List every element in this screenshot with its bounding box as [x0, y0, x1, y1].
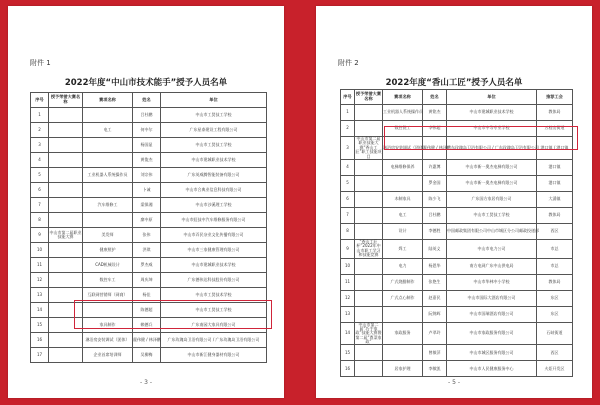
- table-cell: 陈德超: [133, 303, 161, 318]
- column-header: 姓名: [423, 90, 447, 105]
- table-cell: 10: [31, 243, 49, 258]
- table-row: [341, 322, 573, 345]
- table-cell: 7: [341, 207, 355, 223]
- table-row: [31, 108, 267, 123]
- table-cell: [83, 153, 133, 168]
- table-cell: 中山市三家健康管理有限公司: [161, 243, 267, 258]
- table-cell: [83, 138, 133, 153]
- table-row: [31, 348, 267, 363]
- table-row: [31, 228, 267, 243]
- table-row: [341, 258, 573, 274]
- table-cell: 4: [341, 159, 355, 175]
- table-cell: 广东星泰建设工程有限公司: [161, 123, 267, 138]
- table-cell: 中山市新一奥杰电梯有限公司: [447, 175, 537, 191]
- table-cell: 霍伟健 / 林泽鹏: [133, 333, 161, 348]
- table-row: [31, 333, 267, 348]
- table-cell: 教体局: [537, 274, 573, 290]
- table-cell: 14: [31, 303, 49, 318]
- table-row: [341, 191, 573, 207]
- table-cell: 广东玫瑰岛卫浴有限公司 / 广东玫瑰岛卫浴有限公司: [161, 333, 267, 348]
- table-cell: [355, 274, 383, 290]
- attachment-label: 附件 2: [338, 59, 359, 67]
- table-cell: 数控铣工: [383, 121, 423, 137]
- table-cell: 工业机器人系统操作员: [83, 168, 133, 183]
- table-cell: 中山市城区服务有限公司: [447, 345, 537, 361]
- table-cell: 10: [341, 258, 355, 274]
- table-cell: 中山市第二届“巧手家政”技能大赛暨第二届“粤菜家政”: [355, 321, 382, 345]
- table-cell: 3: [31, 138, 49, 153]
- table-cell: [355, 207, 383, 223]
- column-header: 序号: [341, 90, 355, 105]
- table-cell: 中山市新江健身器材有限公司: [161, 348, 267, 363]
- table-cell: 淋浴房安装调试（团体）: [383, 137, 423, 160]
- table-cell: 黄铭杰: [423, 105, 447, 121]
- table-cell: [355, 290, 383, 306]
- table-cell: 曾敏萍: [423, 345, 447, 361]
- table-cell: [49, 333, 83, 348]
- table-row: [31, 183, 267, 198]
- table-cell: “香山工匠杯”2022年中山市职工学习和技能竞赛: [356, 238, 381, 258]
- table-cell: [355, 159, 383, 175]
- table-cell: 市总: [537, 258, 573, 274]
- table-cell: [49, 273, 83, 288]
- table-cell: 广东英威腾智能装备有限公司: [161, 168, 267, 183]
- table-cell: 11: [341, 274, 355, 290]
- table-cell: [49, 153, 83, 168]
- table-cell: 杨恩华: [423, 258, 447, 274]
- awardee-table: [340, 89, 573, 377]
- table-cell: 西区: [537, 223, 573, 239]
- table-row: [341, 345, 573, 361]
- table-row: [341, 207, 573, 223]
- table-cell: [355, 258, 383, 274]
- table-cell: 6: [341, 191, 355, 207]
- column-header: 姓名: [133, 93, 161, 108]
- table-row: [341, 239, 573, 258]
- table-cell: 电力: [383, 258, 423, 274]
- table-cell: [49, 138, 83, 153]
- table-cell: 15: [31, 318, 49, 333]
- table-cell: 中山市电力公司: [447, 239, 537, 258]
- table-cell: 中山市第二届职业技能大赛: [49, 228, 83, 243]
- table-cell: 中山市建城职业技术学校: [161, 153, 267, 168]
- table-cell: 12: [341, 290, 355, 306]
- table-row: [31, 273, 267, 288]
- table-cell: [83, 183, 133, 198]
- table-cell: 中山市建城职业技术学校: [447, 105, 537, 121]
- table-cell: 卜诚: [133, 183, 161, 198]
- table-cell: 罗金国: [423, 175, 447, 191]
- table-cell: [83, 108, 133, 123]
- table-cell: 中山市工贸技工学校: [447, 207, 537, 223]
- table-cell: 中山市弄民杂业文化传播有限公司: [161, 228, 267, 243]
- table-row: [31, 243, 267, 258]
- column-header: 赛项名称: [383, 90, 423, 105]
- table-cell: 家政服务: [383, 322, 423, 345]
- table-cell: 何中尔: [133, 123, 161, 138]
- table-cell: 杨佳: [133, 288, 161, 303]
- table-cell: 电梯维修保养: [383, 159, 423, 175]
- table-row: [31, 258, 267, 273]
- table-cell: 汽车维修工: [83, 198, 133, 213]
- table-cell: 赖德兵: [133, 318, 161, 333]
- table-cell: [49, 318, 83, 333]
- table-cell: 16: [31, 333, 49, 348]
- table-cell: 霍伟健 / 林泽鹏: [423, 137, 447, 160]
- table-cell: [355, 175, 383, 191]
- table-cell: 7: [31, 198, 49, 213]
- table-cell: 五桂山街道: [537, 121, 573, 137]
- table-cell: [49, 303, 83, 318]
- table-cell: 13: [31, 288, 49, 303]
- page-number: - 3 -: [140, 379, 152, 386]
- table-cell: [383, 306, 423, 322]
- table-cell: 2: [341, 121, 355, 137]
- table-cell: 陈少飞: [423, 191, 447, 207]
- table-cell: 5: [341, 175, 355, 191]
- column-header: 单位: [447, 90, 537, 105]
- table-cell: 李伟超: [423, 121, 447, 137]
- document-page-2: [316, 6, 592, 398]
- table-row: [341, 121, 573, 137]
- table-row: [31, 153, 267, 168]
- table-cell: 木制家具: [383, 191, 423, 207]
- table-cell: [49, 213, 83, 228]
- table-cell: [83, 213, 133, 228]
- table-cell: 互联网营销师（网商）: [83, 288, 133, 303]
- table-cell: 赵嘉民: [423, 290, 447, 306]
- table-cell: 广东玫瑰岛卫浴有限公司 / 广东玫瑰岛卫浴有限公司: [447, 137, 537, 160]
- table-cell: 16: [341, 361, 355, 377]
- table-row: [341, 223, 573, 239]
- table-cell: 焊工: [383, 239, 423, 258]
- table-cell: 港口镇: [537, 175, 573, 191]
- table-cell: 罗杰威: [133, 258, 161, 273]
- table-cell: 中山市新一奥杰电梯有限公司: [447, 159, 537, 175]
- table-cell: [49, 183, 83, 198]
- table-cell: 中山市工贸技工学校: [161, 138, 267, 153]
- table-cell: [83, 303, 133, 318]
- table-cell: 市总: [537, 239, 573, 258]
- table-cell: 健康照护: [83, 243, 133, 258]
- table-cell: 中山市工贸技工学校: [161, 108, 267, 123]
- table-cell: 港口镇 / 港口镇: [537, 137, 573, 160]
- table-cell: 教体局: [537, 207, 573, 223]
- table-row: [341, 274, 573, 290]
- table-cell: 中山市沙溪理工学校: [161, 198, 267, 213]
- table-cell: 数控车工: [83, 273, 133, 288]
- table-cell: 15: [341, 345, 355, 361]
- table-cell: 9: [341, 239, 355, 258]
- table-cell: [355, 345, 383, 361]
- table-cell: 5: [31, 168, 49, 183]
- table-cell: 火炬开发区: [537, 361, 573, 377]
- table-cell: 17: [31, 348, 49, 363]
- table-cell: 阮锦辉: [423, 306, 447, 322]
- table-cell: 港口镇: [537, 159, 573, 175]
- table-cell: [383, 345, 423, 361]
- table-cell: 13: [341, 306, 355, 322]
- table-cell: 中山市第二届职业技能大赛“香山工匠”职工技能项目: [355, 136, 382, 159]
- table-cell: 大涌镇: [537, 191, 573, 207]
- table-cell: 企业首席培训师: [83, 348, 133, 363]
- table-cell: 中山市工贸技工学校: [161, 303, 267, 318]
- table-cell: 中山市国瑞酒店有限公司: [447, 306, 537, 322]
- table-cell: 2: [31, 123, 49, 138]
- column-header: 授予荣誉大赛名称: [355, 90, 383, 105]
- table-cell: 西区: [537, 345, 573, 361]
- table-cell: [355, 223, 383, 239]
- table-cell: [49, 123, 83, 138]
- table-cell: 广东南园大家具有限公司: [161, 318, 267, 333]
- table-cell: 陆英义: [423, 239, 447, 258]
- table-cell: 刘宗伟: [133, 168, 161, 183]
- table-cell: 12: [31, 273, 49, 288]
- table-row: [31, 318, 267, 333]
- table-cell: 广式点心制作: [383, 290, 423, 306]
- table-cell: 工业机器人系统操作员: [383, 105, 423, 121]
- table-cell: 吴柳梅: [133, 348, 161, 363]
- column-header: 授予荣誉大赛名称: [49, 93, 83, 108]
- table-cell: 梁保湘: [133, 198, 161, 213]
- table-cell: 8: [31, 213, 49, 228]
- table-row: [31, 168, 267, 183]
- table-cell: 1: [341, 105, 355, 121]
- table-row: [31, 138, 267, 153]
- table-cell: [49, 168, 83, 183]
- table-row: [341, 105, 573, 121]
- table-cell: 廖中原: [133, 213, 161, 228]
- table-cell: 中山市家政服务有限公司: [447, 322, 537, 345]
- table-row: [341, 159, 573, 175]
- awardee-table: [30, 92, 267, 363]
- table-cell: 张艳生: [423, 274, 447, 290]
- table-cell: [355, 121, 383, 137]
- attachment-label: 附件 1: [30, 59, 51, 67]
- table-cell: 石岐街道: [537, 322, 573, 345]
- table-cell: 8: [341, 223, 355, 239]
- table-cell: [355, 191, 383, 207]
- table-cell: CAD机械设计: [83, 258, 133, 273]
- table-cell: 中山市国际大酒店有限公司: [447, 290, 537, 306]
- table-row: [31, 288, 267, 303]
- column-header: 序号: [31, 93, 49, 108]
- table-cell: [355, 306, 383, 322]
- table-cell: 张伟: [133, 228, 161, 243]
- table-row: [31, 198, 267, 213]
- table-cell: 东区: [537, 306, 573, 322]
- table-cell: 4: [31, 153, 49, 168]
- table-cell: 中山市中等专业学校: [447, 121, 537, 137]
- table-header-row: [31, 93, 267, 108]
- table-cell: [49, 258, 83, 273]
- table-cell: 周庆坤: [133, 273, 161, 288]
- table-cell: 中山市人民健康服务中心: [447, 361, 537, 377]
- table-cell: 吕杜鹏: [133, 108, 161, 123]
- table-row: [341, 361, 573, 377]
- table-cell: 广式烧腊制作: [383, 274, 423, 290]
- table-cell: 11: [31, 258, 49, 273]
- table-cell: 美发师: [83, 228, 133, 243]
- table-cell: 家具制作: [83, 318, 133, 333]
- table-cell: 中山市建城职业技术学校: [161, 258, 267, 273]
- table-cell: 杨国显: [133, 138, 161, 153]
- table-cell: [355, 105, 383, 121]
- table-cell: 中山市华林中小学校: [447, 274, 537, 290]
- table-cell: 李敏凯: [423, 361, 447, 377]
- table-row: [31, 213, 267, 228]
- table-row: [341, 306, 573, 322]
- table-cell: 6: [31, 183, 49, 198]
- table-cell: 设计: [383, 223, 423, 239]
- document-page-1: [8, 6, 284, 398]
- page-title: 2022年度“香山工匠”授予人员名单: [385, 78, 523, 88]
- table-header-row: [341, 90, 573, 105]
- table-cell: 黄俊杰: [133, 153, 161, 168]
- column-header: 赛项名称: [83, 93, 133, 108]
- table-cell: 卢翠玲: [423, 322, 447, 345]
- table-cell: 淋浴房安装调试（团体）: [83, 333, 133, 348]
- table-cell: 南方电网广东中山供电局: [447, 258, 537, 274]
- table-cell: 中山市虹技中汽车维修服务有限公司: [161, 213, 267, 228]
- table-cell: [49, 198, 83, 213]
- table-cell: [49, 108, 83, 123]
- table-row: [31, 123, 267, 138]
- table-row: [341, 290, 573, 306]
- table-cell: 中国邮政集团有限公司中山市城区分公司邮政投递部: [447, 223, 537, 239]
- table-cell: [49, 288, 83, 303]
- page-number: - 5 -: [448, 379, 460, 386]
- table-cell: [49, 348, 83, 363]
- column-header: 单位: [161, 93, 267, 108]
- table-cell: 电工: [83, 123, 133, 138]
- page-title: 2022年度“中山市技术能手”授予人员名单: [64, 78, 228, 88]
- table-cell: 广东国方家居有限公司: [447, 191, 537, 207]
- table-cell: 居家护理: [383, 361, 423, 377]
- table-cell: 广东德伟达科技股份有限公司: [161, 273, 267, 288]
- column-header: 推荐工会: [537, 90, 573, 105]
- table-cell: [355, 361, 383, 377]
- table-cell: 教体局: [537, 105, 573, 121]
- table-cell: 东区: [537, 290, 573, 306]
- table-cell: 3: [341, 137, 355, 160]
- table-cell: 电工: [383, 207, 423, 223]
- table-row: [341, 175, 573, 191]
- table-cell: 许惠博: [423, 159, 447, 175]
- table-cell: [49, 243, 83, 258]
- table-cell: 洪琪: [133, 243, 161, 258]
- table-cell: 中山市工贸技术学校: [161, 288, 267, 303]
- table-cell: 李德胜: [423, 223, 447, 239]
- table-cell: [383, 175, 423, 191]
- table-cell: 吕杜鹏: [423, 207, 447, 223]
- table-cell: 9: [31, 228, 49, 243]
- table-cell: 中山市合典业信息科技有限公司: [161, 183, 267, 198]
- table-cell: 14: [341, 322, 355, 345]
- table-row: [31, 303, 267, 318]
- table-cell: 1: [31, 108, 49, 123]
- table-row: [341, 137, 573, 160]
